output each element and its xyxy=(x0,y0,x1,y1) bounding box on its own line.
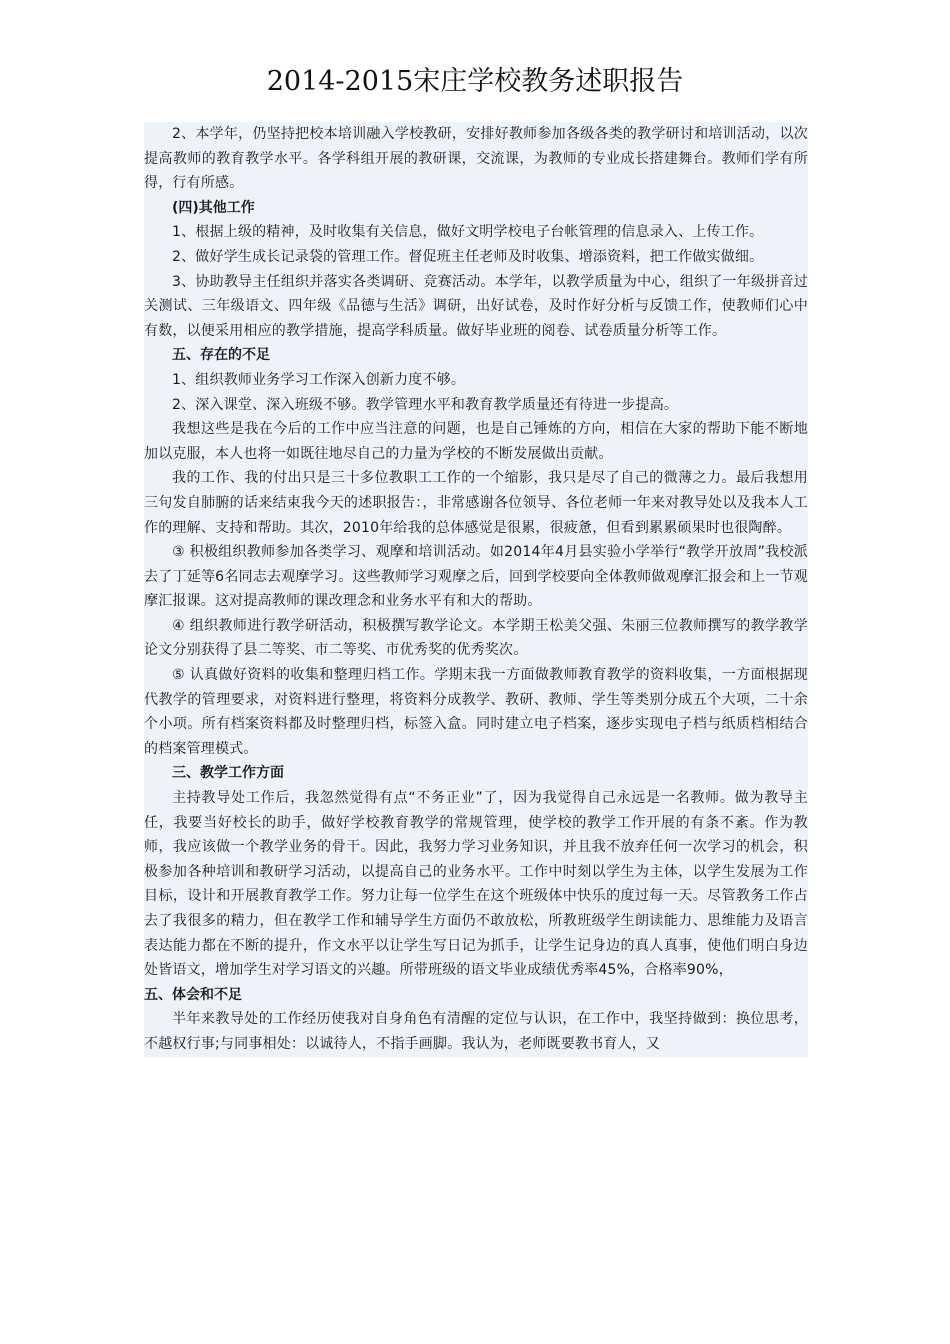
paragraph-research-competitions: 3、协助教导主任组织并落实各类调研、竞赛活动。本学年，以教学质量为中心，组织了一年级拼音过关测试、三年级语文、四年级《品德与生活》调研，出好试卷，及时作好分析与反馈工作，使教师们心中有数，以便采用相应的教学措施，提高学科质量。做好毕业班的阅卷、试卷质量分析等工作。 xyxy=(144,273,808,339)
heading-teaching-work: 三、教学工作方面 xyxy=(172,765,284,782)
document-body xyxy=(144,122,808,1057)
document-title: 2014-2015宋庄学校教务述职报告 xyxy=(266,66,684,97)
heading-other-work: (四)其他工作 xyxy=(172,199,255,216)
paragraph-reflection: 我想这些是我在今后的工作中应当注意的问题，也是自己锤炼的方向，相信在大家的帮助下能不断地加以克服，本人也将一如既往地尽自己的力量为学校的不断发展做出贡献。 xyxy=(144,421,808,462)
paragraph-experience: 半年来教导处的工作经历使我对自身角色有清醒的定位与认识，在工作中，我坚持做到：换位思考，不越权行事;与同事相处：以诚待人，不指手画脚。我认为，老师既要教书育人，又 xyxy=(144,1011,808,1052)
paragraph-item-4: ④ 组织教师进行教学研活动，积极撰写教学论文。本学期王松美父强、朱丽三位教师撰写的教学教学论文分别获得了县二等奖、市二等奖、市优秀奖的优秀奖次。 xyxy=(144,617,808,659)
heading-shortcomings: 五、存在的不足 xyxy=(172,347,270,364)
paragraph-item-3: ③ 积极组织教师参加各类学习、观摩和培训活动。如2014年4月县实验小学举行“教学开放周”我校派去了丁延等6名同志去观摩学习。这些教师学习观摩之后，回到学校要向全体教师做观摩汇报会和上一节观摩汇报课。这对提高教师的课改理念和业务水平有和大的帮助。 xyxy=(144,544,808,610)
paragraph-growth-records: 2、做好学生成长记录袋的管理工作。督促班主任老师及时收集、增添资料，把工作做实做细。 xyxy=(172,248,764,265)
paragraph-info-collection: 1、根据上级的精神，及时收集有关信息，做好文明学校电子台帐管理的信息录入、上传工作。 xyxy=(172,224,764,241)
paragraph-item-5: ⑤ 认真做好资料的收集和整理归档工作。学期末我一方面做教师教育教学的资料收集，一方面根据现代教学的管理要求，对资料进行整理，将资料分成教学、教研、教师、学生等类别分成五个大项，二十余个小项。所有档案资料都及时整理归档，标签入盒。同时建立电子档案，逐步实现电子档与纸质档相结合的档案管理模式。 xyxy=(144,667,808,757)
paragraph-thanks: 我的工作、我的付出只是三十多位教职工工作的一个缩影，我只是尽了自己的微薄之力。最后我想用三句发自肺腑的话来结束我今天的述职报告：，非常感谢各位领导、各位老师一年来对教导处以及我本人工作的理解、支持和帮助。其次，2010年给我的总体感觉是很累，很疲惫，但看到累累硕果时也很陶醉。 xyxy=(144,470,808,536)
heading-experience: 五、体会和不足 xyxy=(144,986,242,1003)
paragraph-shortcoming-1: 1、组织教师业务学习工作深入创新力度不够。 xyxy=(172,371,466,388)
paragraph-teaching-work: 主持教导处工作后，我忽然觉得有点“不务正业”了，因为我觉得自己永远是一名教师。做为教导主任，我要当好校长的助手，做好学校教育教学的常规管理，使学校的教学工作开展的有条不紊。作为教师，我应该做一个教学业务的骨干。因此，我努力学习业务知识，并且我不放弃任何一次学习的机会，积极参加各种培训和教研学习活动，以提高自己的业务水平。工作中时刻以学生为主体，以学生发展为工作目标，设计和开展教育教学工作。努力让每一位学生在这个班级体中快乐的度过每一天。尽管教务工作占去了我很多的精力，但在教学工作和辅导学生方面仍不敢放松，所教班级学生朗读能力、思维能力及语言表达能力都在不断的提升，作文水平以让学生写日记为抓手，让学生记身边的真人真事，使他们明白身边处皆语文，增加学生对学习语文的兴趣。所带班级的语文毕业成绩优秀率45%，合格率90%， xyxy=(144,790,808,979)
paragraph-teacher-training: 2、本学年，仍坚持把校本培训融入学校教研，安排好教师参加各级各类的教学研讨和培训活动，以次提高教师的教育教学水平。各学科组开展的教研课，交流课，为教师的专业成长搭建舞台。教师们学有所得，行有所感。 xyxy=(144,126,808,192)
paragraph-shortcoming-2: 2、深入课堂、深入班级不够。教学管理水平和教育教学质量还有待进一步提高。 xyxy=(172,396,679,413)
